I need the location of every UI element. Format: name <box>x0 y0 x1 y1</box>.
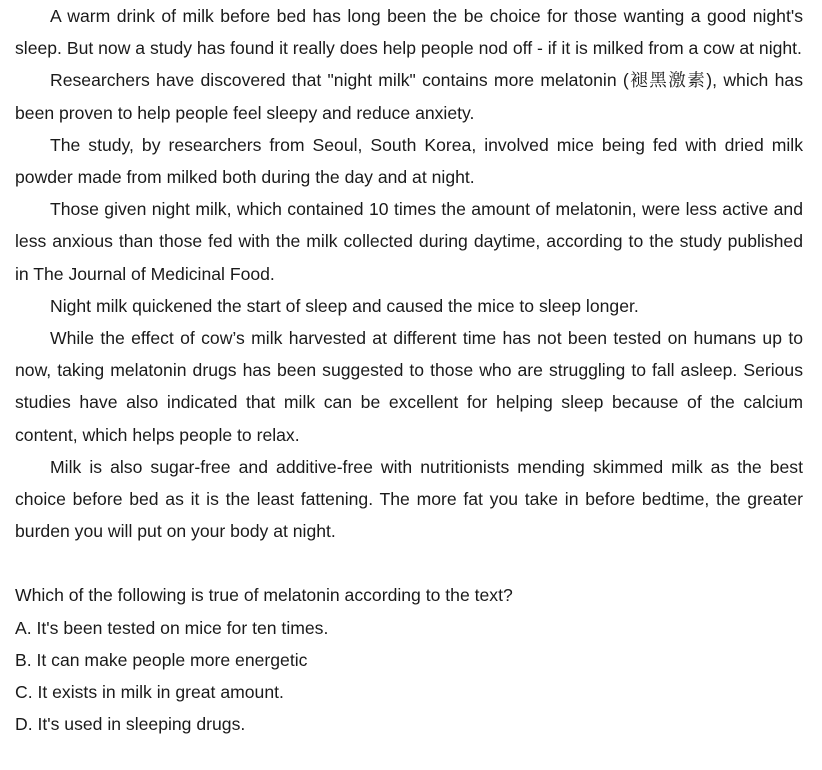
passage-paragraph-2: Researchers have discovered that "night milk" contains more melatonin (褪黑激素), which has been proven to help people feel sleepy and reduce anxiety. <box>15 70 803 123</box>
passage-paragraph-1: A warm drink of milk before bed has long been the be choice for those wanting a good night's sleep. But now a study has found it really does help people nod off - if it is milked from a cow at night. <box>15 6 803 59</box>
passage-paragraph-4: Those given night milk, which contained 10 times the amount of melatonin, were less active and less anxious than those fed with the milk collected during daytime, according to the study published in The Journal of Medicinal Food. <box>15 199 803 284</box>
document-page <box>15 0 803 740</box>
passage-paragraph-6: While the effect of cow’s milk harvested at different time has not been tested on humans up to now, taking melatonin drugs has been suggested to those who are struggling to fall asleep. Serious studies have also indicated that milk can be excellent for helping sleep because of the calcium content, which helps people to relax. <box>15 328 803 445</box>
passage-paragraph-5: Night milk quickened the start of sleep and caused the mice to sleep longer. <box>50 295 639 316</box>
passage-paragraph-7: Milk is also sugar-free and additive-free with nutritionists mending skimmed milk as the best choice before bed as it is the least fattening. The more fat you take in before bedtime, the greater burden you will put on your body at night. <box>15 456 803 542</box>
option-b: B. It can make people more energetic <box>15 649 308 670</box>
option-a: A. It's been tested on mice for ten times. <box>15 617 329 638</box>
reading-passage <box>15 0 803 547</box>
passage-paragraph-3: The study, by researchers from Seoul, South Korea, involved mice being fed with dried milk powder made from milked both during the day and at night. <box>15 134 803 188</box>
question-stem: Which of the following is true of melatonin according to the text? <box>15 585 513 606</box>
option-c: C. It exists in milk in great amount. <box>15 682 284 703</box>
option-d: D. It's used in sleeping drugs. <box>15 714 246 735</box>
question-block <box>15 579 803 740</box>
